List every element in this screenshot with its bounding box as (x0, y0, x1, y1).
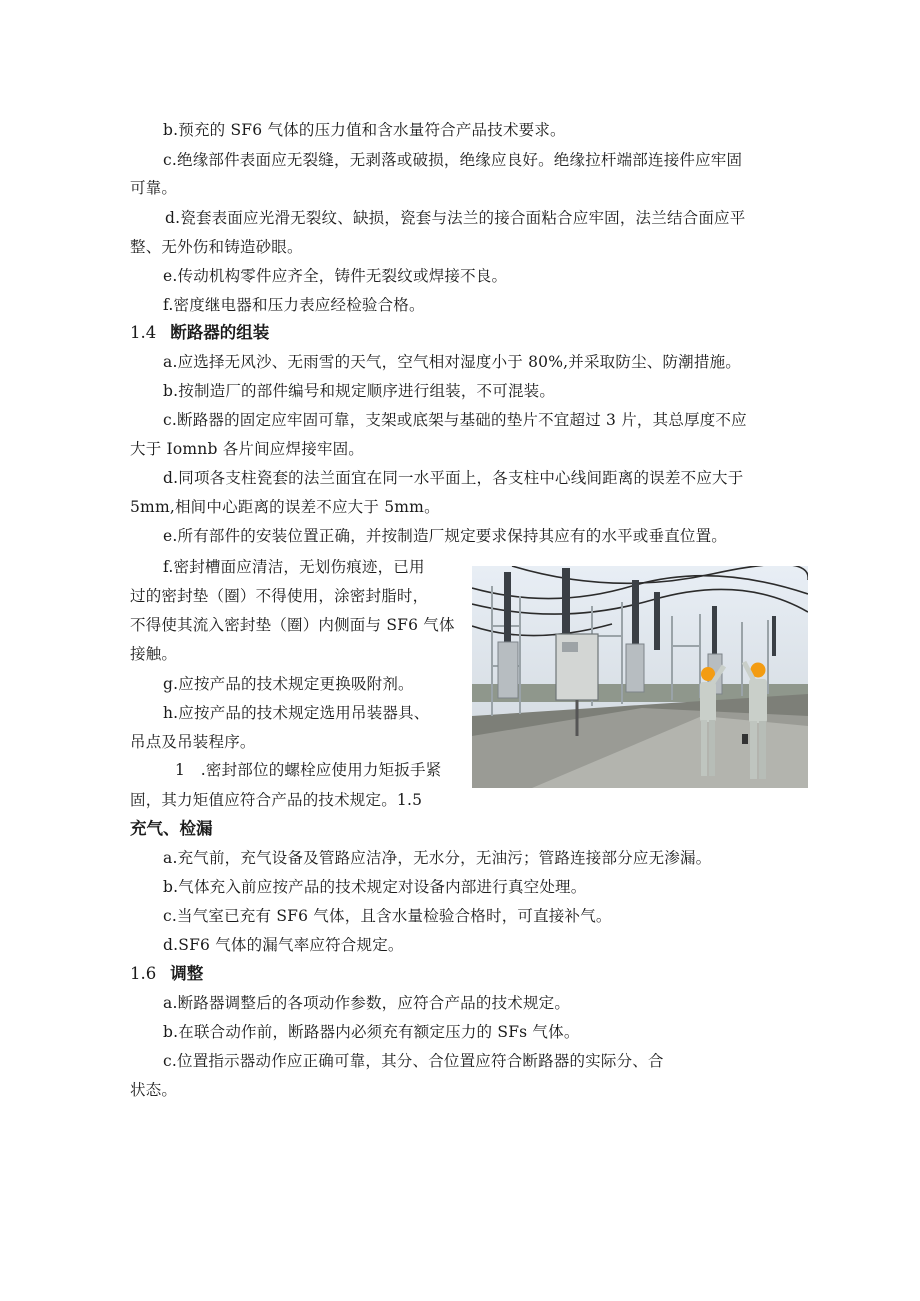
paragraph-line: a.应选择无风沙、无雨雪的天气，空气相对湿度小于 80%,并采取防尘、防潮措施。 (163, 353, 741, 371)
paragraph-line: 过的密封垫（圈）不得使用，涂密封脂时， (130, 587, 429, 605)
paragraph-line: 5mm,相间中心距离的误差不应大于 5mm。 (130, 498, 440, 516)
cabinet-panel (562, 642, 578, 652)
paragraph-line: 1 .密封部位的螺栓应使用力矩扳手紧 (175, 761, 442, 779)
section-heading-1-4 (130, 322, 269, 344)
paragraph-line: 状态。 (130, 1081, 178, 1099)
paragraph-line: d.SF6 气体的漏气率应符合规定。 (163, 936, 404, 954)
paragraph-line: 可靠。 (130, 179, 178, 197)
section-number: 1.6 (130, 964, 157, 983)
section-title: 充气、检漏 (130, 819, 213, 838)
paragraph-line: b.在联合动作前，断路器内必须充有额定压力的 SFs 气体。 (163, 1023, 580, 1041)
paragraph-line: 吊点及吊装程序。 (130, 733, 256, 751)
paragraph-line: c.当气室已充有 SF6 气体，且含水量检验合格时，可直接补气。 (163, 907, 612, 925)
paragraph-line: c.位置指示器动作应正确可靠，其分、合位置应符合断路器的实际分、合 (163, 1052, 664, 1070)
paragraph-line: d.同项各支柱瓷套的法兰面宜在同一水平面上，各支柱中心线间距离的误差不应大于 (163, 469, 744, 487)
section-title: 调整 (170, 964, 204, 983)
paragraph-line: 不得使其流入密封垫（圈）内侧面与 SF6 气体 (130, 616, 455, 634)
section-heading-1-5 (130, 818, 213, 840)
paragraph-line: 固，其力矩值应符合产品的技术规定。1.5 (130, 791, 423, 809)
paragraph-line: e.传动机构零件应齐全，铸件无裂纹或焊接不良。 (163, 267, 508, 285)
paragraph-line: f.密度继电器和压力表应经检验合格。 (163, 296, 425, 314)
paragraph-line: b.预充的 SF6 气体的压力值和含水量符合产品技术要求。 (163, 121, 566, 139)
paragraph-line: b.按制造厂的部件编号和规定顺序进行组装，不可混装。 (163, 382, 556, 400)
paragraph-line: h.应按产品的技术规定选用吊装器具、 (163, 704, 430, 722)
paragraph-line: a.断路器调整后的各项动作参数，应符合产品的技术规定。 (163, 994, 571, 1012)
substation-photo-drawing (472, 566, 808, 788)
substation-photo (472, 566, 808, 788)
section-title: 断路器的组装 (170, 323, 270, 342)
paragraph-line: a.充气前，充气设备及管路应洁净，无水分，无油污；管路连接部分应无渗漏。 (163, 849, 712, 867)
section-heading-1-6 (130, 963, 203, 985)
paragraph-line: 接触。 (130, 645, 178, 663)
paragraph-line: b.气体充入前应按产品的技术规定对设备内部进行真空处理。 (163, 878, 587, 896)
paragraph-line: e.所有部件的安装位置正确，并按制造厂规定要求保持其应有的水平或垂直位置。 (163, 527, 728, 545)
paragraph-line: c.断路器的固定应牢固可靠，支架或底架与基础的垫片不宜超过 3 片，其总厚度不应 (163, 411, 747, 429)
paragraph-line: 大于 Iomnb 各片间应焊接牢固。 (130, 440, 365, 458)
paragraph-line: 整、无外伤和铸造砂眼。 (130, 238, 303, 256)
paragraph-line: g.应按产品的技术规定更换吸附剂。 (163, 675, 414, 693)
section-number: 1.4 (130, 323, 157, 342)
paragraph-line: f.密封槽面应清洁，无划伤痕迹，已用 (163, 558, 425, 576)
paragraph-line: c.绝缘部件表面应无裂缝，无剥落或破损，绝缘应良好。绝缘拉杆端部连接件应牢固 (163, 151, 743, 169)
paragraph-line: d.瓷套表面应光滑无裂纹、缺损，瓷套与法兰的接合面粘合应牢固，法兰结合面应平 (165, 209, 746, 227)
